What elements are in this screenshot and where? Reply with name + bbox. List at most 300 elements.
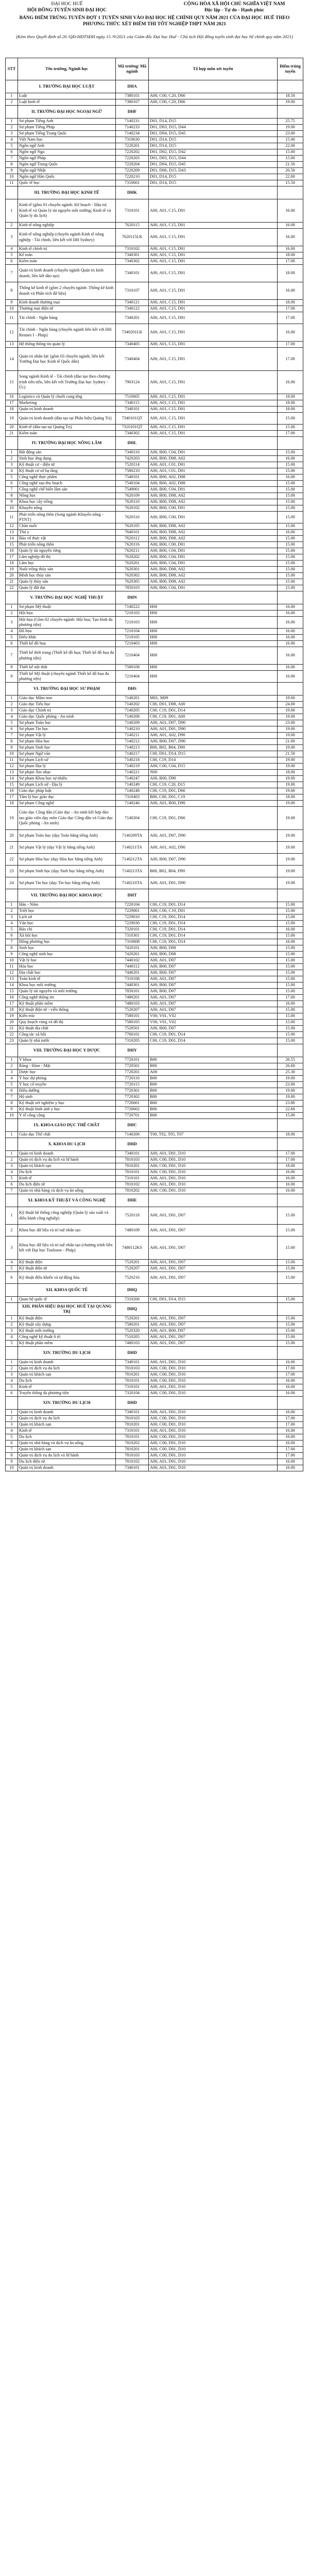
program-code-cell: 7140247	[116, 776, 149, 782]
table-row	[6, 542, 303, 548]
score-cell: 16.00	[278, 1170, 303, 1176]
stt-cell: 8	[6, 1453, 18, 1459]
score-cell: 15.00	[278, 914, 303, 921]
score-cell: 15.50	[278, 180, 303, 187]
stt-cell: 14	[6, 348, 18, 371]
subject-combo-cell: D01, D02, D15, D42	[149, 149, 278, 156]
table-row	[6, 1440, 303, 1447]
table-row	[6, 1132, 303, 1138]
program-name-cell: Sư phạm Toán học (dạy Toán bằng tiếng Anh)	[18, 830, 116, 842]
program-name-cell: Sư phạm Tiếng Trung Quốc	[18, 131, 116, 137]
table-row	[6, 462, 303, 468]
stt-cell: 18	[6, 406, 18, 413]
table-row	[6, 143, 303, 149]
stt-cell: 8	[6, 493, 18, 499]
table-row	[6, 468, 303, 474]
subject-combo-cell: A00, C00, D01, D10	[149, 1188, 278, 1194]
program-name-cell: Song ngành Kinh tế - Tài chính (đào tạo theo chương trình tiên tiến, liên kết với Trường Đại học Sydney - Úc)	[18, 371, 116, 394]
program-code-cell: DHN	[116, 591, 149, 604]
score-cell: 15.00	[278, 921, 303, 927]
subject-combo-cell: A00, A01, A02, D90	[149, 842, 278, 854]
subject-combo-cell: A00, C00, C20, D66	[149, 99, 278, 106]
subject-combo-cell: C00, C19, D01, D14	[149, 1038, 278, 1044]
table-row	[6, 229, 303, 246]
subject-combo-cell: A00, A01, C15, D01	[149, 229, 278, 246]
stt-cell: 12	[6, 324, 18, 342]
subject-combo-cell: A00, A01, C15, D01	[149, 371, 278, 394]
program-code-cell: 7810201	[116, 1163, 149, 1170]
subject-combo-cell: A00, B00, D08, A02	[149, 523, 278, 530]
stt-cell: 5	[6, 1341, 18, 1347]
score-cell: 15.00	[278, 481, 303, 487]
program-code-cell: 7229001	[116, 908, 149, 914]
stt-cell: 2	[6, 125, 18, 131]
stt-cell: 4	[6, 1428, 18, 1434]
program-code-cell: 7310101QT	[116, 425, 149, 431]
program-name-cell: Ngôn ngữ Pháp	[18, 156, 116, 162]
table-row	[6, 259, 303, 265]
program-name-cell: Bệnh học thủy sản	[18, 573, 116, 579]
table-row	[6, 641, 303, 647]
table-row	[6, 1163, 303, 1170]
program-code-cell: 7340101	[116, 1151, 149, 1157]
program-code-cell: 7620115LK	[116, 229, 149, 246]
stt-cell: 17	[6, 1001, 18, 1007]
program-code-cell: 7140246	[116, 801, 149, 807]
score-cell: 18.00	[278, 265, 303, 282]
table-row	[6, 406, 303, 413]
stt-cell: 10	[6, 1465, 18, 1471]
program-name-cell: Du lịch điện tử	[18, 1182, 116, 1188]
subject-combo-cell: N00	[149, 770, 278, 776]
subject-combo-cell: A00, B00, C00, D01	[149, 542, 278, 548]
stt-cell: 15	[6, 782, 18, 788]
table-row	[6, 505, 303, 512]
stt-cell: 3	[6, 1070, 18, 1076]
program-code-cell: 7210403	[116, 641, 149, 647]
subject-combo-cell: A00, A01, B00, D07	[149, 1328, 278, 1334]
table-row	[6, 751, 303, 757]
program-code-cell: 7580108	[116, 665, 149, 671]
table-row	[6, 1410, 303, 1416]
score-cell: 15.00	[278, 933, 303, 939]
program-name-cell: Quản trị kinh doanh (chuyên ngành Quản trị kinh doanh, liên kết đào tạo)	[18, 265, 116, 282]
score-cell	[278, 1044, 303, 1057]
stt-cell: 4	[6, 629, 18, 635]
stt-cell: 10	[6, 306, 18, 312]
subject-combo-cell: A00, C00, D01, D10	[149, 1434, 278, 1440]
subject-combo-cell: C00, C19, D01, D14	[149, 933, 278, 939]
subject-combo-cell: A00, B00, D08, A02	[149, 536, 278, 542]
program-code-cell: 7340404	[116, 348, 149, 371]
program-code-cell: 7140213TA	[116, 866, 149, 877]
stt-cell: 10	[6, 174, 18, 180]
score-cell: 15.00	[278, 1007, 303, 1013]
program-name-cell: Thống kê kinh tế (gồm 2 chuyên ngành: Thống kê kinh doanh và Phân tích dữ liệu)	[18, 282, 116, 300]
subject-combo-cell: B00	[149, 1107, 278, 1113]
subject-combo-cell: A00, B00, D08, A02	[149, 530, 278, 536]
program-code-cell: 7440201	[116, 970, 149, 976]
program-code-cell: 7140221	[116, 770, 149, 776]
subject-combo-cell: D01, D04, D15, D45	[149, 131, 278, 137]
stt-cell	[6, 1347, 18, 1360]
subject-combo-cell: A00, B00, D07	[149, 989, 278, 995]
table-row	[6, 1316, 303, 1322]
program-code-cell: 7220201	[116, 143, 149, 149]
table-row	[6, 199, 303, 223]
table-row	[6, 927, 303, 933]
table-row	[6, 995, 303, 1001]
subject-combo-cell: A00, A01, D01, D10	[149, 1384, 278, 1391]
score-cell: 18.00	[278, 252, 303, 259]
program-name-cell: Bất động sản	[18, 450, 116, 456]
stt-cell: 9	[6, 300, 18, 306]
table-row	[6, 801, 303, 807]
score-cell: 15.00	[278, 982, 303, 989]
program-name-cell: Kinh tế (đào tạo tại Quảng Trị)	[18, 425, 116, 431]
header-stt: STT	[6, 58, 18, 80]
program-name-cell: Công nghệ sau thu hoạch	[18, 481, 116, 487]
program-name-cell: Kỹ thuật điện	[18, 1260, 116, 1266]
program-name-cell: Giáo dục pháp luật	[18, 788, 116, 794]
table-row	[6, 1038, 303, 1044]
stt-cell	[6, 437, 18, 450]
university-header-row	[6, 106, 303, 118]
program-code-cell: 7620305	[116, 579, 149, 585]
subject-combo-cell: A00, B00, D08, A02	[149, 493, 278, 499]
table-row	[6, 554, 303, 561]
program-code-cell: 7310101	[116, 199, 149, 223]
program-name-cell: Quản trị nhân lực (gồm 03 chuyên ngành; liên kết Trường Đại học Kinh tế Quốc dân)	[18, 348, 116, 371]
table-row	[6, 474, 303, 481]
program-code-cell: DHQ	[116, 1284, 149, 1297]
table-body	[6, 80, 303, 1471]
score-cell: 15.00	[278, 952, 303, 958]
table-row	[6, 530, 303, 536]
subject-combo-cell: A00, A01, D01, D07	[149, 1266, 278, 1272]
score-cell: 19.00	[278, 733, 303, 739]
subject-combo-cell: B00	[149, 1076, 278, 1082]
program-code-cell: 7210104	[116, 629, 149, 635]
program-name-cell: Xã hội học	[18, 933, 116, 939]
table-row	[6, 1434, 303, 1440]
stt-cell: 4	[6, 468, 18, 474]
program-name-cell: Khoa học dữ liệu và trí tuệ nhân tạo (chương trình liên kết với Đại học Toulouse - Pháp)	[18, 1236, 116, 1260]
program-name-cell: IV. TRƯỜNG ĐẠI HỌC NÔNG LÂM	[18, 437, 116, 450]
stt-cell: 14	[6, 536, 18, 542]
program-code-cell: 7140233	[116, 125, 149, 131]
subject-combo-cell	[149, 591, 278, 604]
table-row	[6, 1272, 303, 1284]
program-code-cell: 7720101	[116, 1057, 149, 1063]
score-cell	[278, 1284, 303, 1297]
table-row	[6, 312, 303, 324]
score-cell: 15.00	[278, 536, 303, 542]
program-name-cell: Lâm nghiệp đô thị	[18, 554, 116, 561]
table-row	[6, 1157, 303, 1163]
program-name-cell: Quản trị khách sạn	[18, 1372, 116, 1378]
stt-cell: 17	[6, 400, 18, 406]
score-cell: 15.00	[278, 1297, 303, 1303]
program-code-cell: 7480103	[116, 1001, 149, 1007]
program-code-cell: 7620211	[116, 548, 149, 554]
program-code-cell: 7520118	[116, 1207, 149, 1225]
stt-cell: 5	[6, 1434, 18, 1440]
program-code-cell: 7340116	[116, 450, 149, 456]
table-row	[6, 1107, 303, 1113]
score-cell: 15.00	[278, 499, 303, 505]
stt-cell: 8	[6, 1100, 18, 1107]
score-cell	[278, 1397, 303, 1410]
program-code-cell: DHQ	[116, 1303, 149, 1316]
subject-combo-cell: A00, B00, D08	[149, 952, 278, 958]
subject-combo-cell: C00, D01, D14, D15	[149, 751, 278, 757]
national-motto-block	[170, 1, 299, 13]
program-name-cell: Phát triển nông thôn	[18, 542, 116, 548]
table-row	[6, 456, 303, 462]
table-row	[6, 989, 303, 995]
table-row	[6, 1100, 303, 1107]
table-row	[6, 921, 303, 927]
program-name-cell: Kỹ thuật phần mềm	[18, 1001, 116, 1007]
stt-cell: 1	[6, 93, 18, 99]
stt-cell: 19	[6, 413, 18, 425]
program-code-cell: 7220203	[116, 156, 149, 162]
program-code-cell: 7720201	[116, 1070, 149, 1076]
table-row	[6, 933, 303, 939]
program-name-cell: Quản trị khách sạn	[18, 1447, 116, 1453]
score-cell: 18.00	[278, 794, 303, 801]
score-cell: 18.00	[278, 394, 303, 400]
program-name-cell: Quản lý đất đai	[18, 585, 116, 591]
stt-cell: 1	[6, 118, 18, 125]
table-row	[6, 1020, 303, 1026]
university-header-row	[6, 437, 303, 450]
table-row	[6, 1391, 303, 1397]
program-code-cell: 7640101	[116, 530, 149, 536]
program-name-cell: Quản trị nhà hàng và dịch vụ ăn uống	[18, 1440, 116, 1447]
subject-combo-cell: C00, C19, D01, D14	[149, 927, 278, 933]
subject-combo-cell: A00, A01, D01, D10	[149, 1410, 278, 1416]
table-row	[6, 939, 303, 945]
table-row	[6, 1465, 303, 1471]
stt-cell: 19	[6, 807, 18, 830]
subject-combo-cell: B00	[149, 1113, 278, 1119]
program-code-cell: 7310101	[116, 1176, 149, 1182]
table-row	[6, 131, 303, 137]
issuer-block	[15, 1, 118, 13]
program-name-cell: Hệ thống thông tin quản lý	[18, 342, 116, 348]
stt-cell: 1	[6, 199, 18, 223]
table-row	[6, 137, 303, 143]
program-name-cell: X. KHOA DU LỊCH	[18, 1138, 116, 1151]
program-code-cell: 7140210TA	[116, 877, 149, 889]
program-name-cell: Sư phạm Ngữ văn	[18, 751, 116, 757]
table-row	[6, 952, 303, 958]
score-cell: 19.00	[278, 764, 303, 770]
score-cell: 16.00	[278, 1384, 303, 1391]
score-cell: 15.00	[278, 561, 303, 567]
program-name-cell: Địa chất học	[18, 970, 116, 976]
subject-combo-cell: H00	[149, 617, 278, 629]
program-name-cell: XIII. PHÂN HIỆU ĐẠI HỌC HUẾ TẠI QUẢNG TRỊ	[18, 1303, 116, 1316]
subject-combo-cell: H00	[149, 641, 278, 647]
stt-cell: 1	[6, 1207, 18, 1225]
score-cell: 15.00	[278, 573, 303, 579]
subject-combo-cell: A00, A01, D07	[149, 1001, 278, 1007]
stt-cell: 5	[6, 1176, 18, 1182]
stt-cell: 1	[6, 1151, 18, 1157]
score-cell: 15.00	[278, 1207, 303, 1225]
program-name-cell: Tài chính - Ngân hàng	[18, 312, 116, 324]
program-code-cell: 7720601	[116, 1100, 149, 1107]
table-row	[6, 1007, 303, 1013]
program-code-cell: 7310102	[116, 246, 149, 252]
stt-cell: 6	[6, 149, 18, 156]
table-row	[6, 1266, 303, 1272]
score-cell: 23.00	[278, 720, 303, 726]
program-name-cell: Sư phạm Tin học	[18, 726, 116, 733]
score-cell: 15.00	[278, 487, 303, 493]
program-name-cell: Răng - Hàm - Mặt	[18, 1063, 116, 1070]
subject-combo-cell: C00, D01, D14, D15	[149, 1297, 278, 1303]
score-cell: 16.00	[278, 282, 303, 300]
subject-combo-cell: A00, A01, D07, D90	[149, 720, 278, 726]
program-name-cell: Sư phạm Âm nhạc	[18, 770, 116, 776]
subject-combo-cell: A00, A01, D01, D90	[149, 877, 278, 889]
program-code-cell: DHL	[116, 437, 149, 450]
program-code-cell: 7210103	[116, 617, 149, 629]
subject-combo-cell: D01, D14, D15	[149, 174, 278, 180]
program-code-cell: 7320104	[116, 1391, 149, 1397]
score-cell: 16.00	[278, 1465, 303, 1471]
subject-combo-cell: A00, A01, C15, D01	[149, 300, 278, 306]
stt-cell: 20	[6, 425, 18, 431]
table-row	[6, 1360, 303, 1366]
stt-cell: 2	[6, 1225, 18, 1236]
score-cell: 23.00	[278, 131, 303, 137]
stt-cell: 1	[6, 902, 18, 908]
score-cell	[278, 1119, 303, 1132]
program-name-cell: Kỹ thuật điều khiển và tự động hóa	[18, 1272, 116, 1284]
subject-combo-cell: D01, D14, D15	[149, 143, 278, 149]
stt-cell	[6, 1303, 18, 1316]
stt-cell: 12	[6, 970, 18, 976]
score-cell: 16.00	[278, 641, 303, 647]
program-name-cell: Thiết kế đồ họa	[18, 641, 116, 647]
score-cell: 17.00	[278, 1366, 303, 1372]
program-name-cell: VIII. TRƯỜNG ĐẠI HỌC Y DƯỢC	[18, 1044, 116, 1057]
document-subtitle: (Kèm theo Quyết định số 26 /QĐ-HĐTSĐH ngày 15 /9/2021 của Giám đốc Đại học Huế - Chủ tịch Hội đồng tuyển sinh đại học hệ chính quy năm 2021)	[16, 34, 293, 39]
score-cell: 19.00	[278, 714, 303, 720]
program-name-cell: Du lịch	[18, 1434, 116, 1440]
subject-combo-cell: H00	[149, 671, 278, 683]
program-code-cell: 7140212	[116, 739, 149, 745]
subject-combo-cell: C00, C19, D14	[149, 757, 278, 764]
subject-combo-cell: C00, C19, D01, D14	[149, 914, 278, 921]
table-row	[6, 945, 303, 952]
subject-combo-cell: A00, A01, D01, D10	[149, 1459, 278, 1465]
stt-cell	[6, 1284, 18, 1297]
stt-cell: 2	[6, 1416, 18, 1422]
program-code-cell: 7810101	[116, 1170, 149, 1176]
program-name-cell: V. TRƯỜNG ĐẠI HỌC NGHỆ THUẬT	[18, 591, 116, 604]
score-cell: 16.00	[278, 371, 303, 394]
table-row	[6, 1113, 303, 1119]
program-code-cell: 7220210	[116, 174, 149, 180]
score-cell: 18.00	[278, 1163, 303, 1170]
program-name-cell: Công nghệ sinh học	[18, 952, 116, 958]
score-cell: 15.00	[278, 1322, 303, 1328]
header-combo: Tổ hợp môn xét tuyển	[149, 58, 278, 80]
motto: Độc lập - Tự do - Hạnh phúc	[204, 8, 265, 13]
table-row	[6, 1384, 303, 1391]
stt-cell: 12	[6, 764, 18, 770]
program-code-cell: 7720602	[116, 1107, 149, 1113]
program-code-cell: 7229030	[116, 921, 149, 927]
table-row	[6, 982, 303, 989]
score-cell: 15.00	[278, 1260, 303, 1266]
stt-cell: 6	[6, 1440, 18, 1447]
score-cell: 16.00	[278, 927, 303, 933]
program-code-cell: 7850101	[116, 989, 149, 995]
program-code-cell: 7510605	[116, 394, 149, 400]
program-code-cell: 7140218	[116, 757, 149, 764]
subject-combo-cell: H00	[149, 611, 278, 617]
table-row	[6, 156, 303, 162]
program-code-cell: 7620116	[116, 512, 149, 523]
score-cell: 15.00	[278, 1236, 303, 1260]
document-title: BẢNG ĐIỂM TRÚNG TUYỂN ĐỢT 1 TUYỂN SINH VÀO ĐẠI HỌC HỆ CHÍNH QUY NĂM 2021 CỦA ĐẠI HỌC HUẾ THEO PHƯƠNG THỨC XÉT ĐIỂM THI TỐT NGHIỆP THPT NĂM 2021	[19, 15, 290, 27]
program-code-cell: 7310630	[116, 137, 149, 143]
table-row	[6, 764, 303, 770]
program-name-cell: Kiến trúc	[18, 1013, 116, 1020]
score-cell: 15.00	[278, 505, 303, 512]
program-code-cell: 7520501	[116, 1026, 149, 1032]
stt-cell: 2	[6, 223, 18, 229]
table-row	[6, 708, 303, 714]
program-code-cell: DHA	[116, 80, 149, 93]
subject-combo-cell: C00, C19, D01, D14	[149, 708, 278, 714]
subject-combo-cell: A00, A01, D07	[149, 976, 278, 982]
program-code-cell: DHD	[116, 1138, 149, 1151]
program-code-cell: 7340101	[116, 1410, 149, 1416]
program-name-cell: Giáo dục Thể chất	[18, 1132, 116, 1138]
subject-combo-cell: A00, A01, D01, D07	[149, 1334, 278, 1341]
program-code-cell: 7480109	[116, 1225, 149, 1236]
program-name-cell: Nông học	[18, 493, 116, 499]
program-name-cell: Kiểm toán	[18, 259, 116, 265]
program-code-cell: 7720301	[116, 1088, 149, 1094]
stt-cell: 17	[6, 794, 18, 801]
score-cell	[278, 437, 303, 450]
program-code-cell: 7440112	[116, 964, 149, 970]
program-name-cell: Kinh tế	[18, 1176, 116, 1182]
program-name-cell: Quản trị kinh doanh	[18, 1410, 116, 1416]
program-code-cell: 7310206	[116, 1297, 149, 1303]
score-cell: 15.00	[278, 137, 303, 143]
stt-cell: 5	[6, 927, 18, 933]
stt-cell: 13	[6, 530, 18, 536]
stt-cell: 11	[6, 964, 18, 970]
score-cell: 19.00	[278, 830, 303, 842]
program-name-cell: XII. KHOA QUỐC TẾ	[18, 1284, 116, 1297]
program-code-cell: 7310205	[116, 1038, 149, 1044]
stt-cell: 24	[6, 877, 18, 889]
score-cell: 23.00	[278, 1082, 303, 1088]
stt-cell: 5	[6, 1266, 18, 1272]
score-cell	[278, 1138, 303, 1151]
